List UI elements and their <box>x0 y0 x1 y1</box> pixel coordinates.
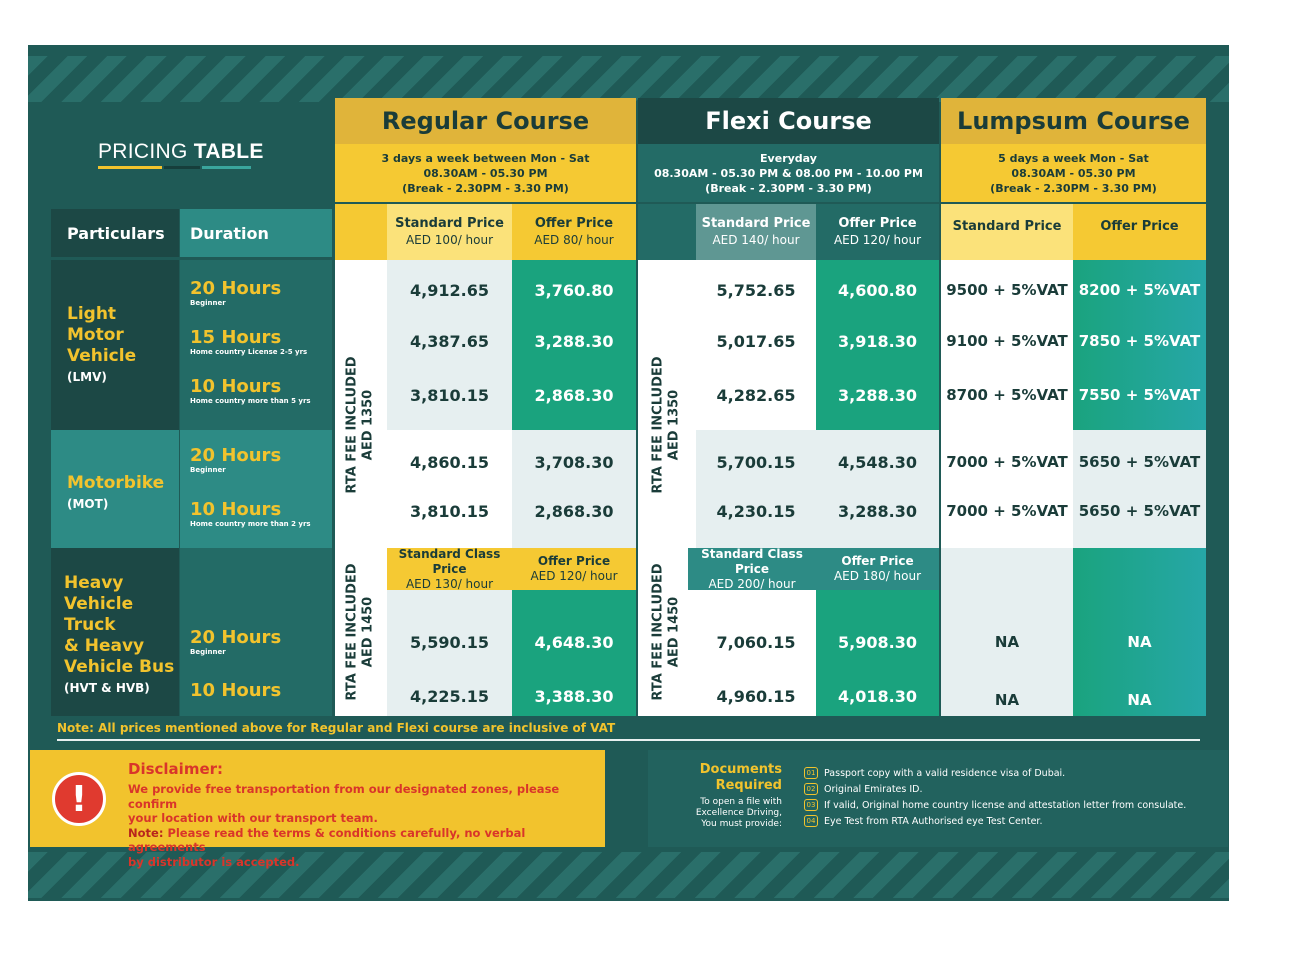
mot-category <box>67 473 164 515</box>
rta-line1: RTA FEE INCLUDED <box>345 563 361 701</box>
price-cell: 5,017.65 <box>716 331 796 351</box>
regular-hv-std-header <box>387 548 512 590</box>
title-underline-teal <box>202 166 251 169</box>
price-cell: 7000 + 5%VAT <box>946 453 1068 471</box>
price-cell: 5,752.65 <box>716 280 796 300</box>
lmv-line3: Vehicle <box>67 346 137 366</box>
rta-line1: RTA FEE INCLUDED <box>651 356 667 494</box>
lmv-code: (LMV) <box>67 370 107 384</box>
documents-sub3: You must provide: <box>701 819 782 829</box>
mot-code: (MOT) <box>67 497 109 511</box>
title-underline-yellow <box>98 166 162 169</box>
hv-line1: Heavy <box>64 573 124 593</box>
lmv-duration-2 <box>190 328 307 357</box>
rta-line1: RTA FEE INCLUDED <box>345 356 361 494</box>
rta-amount: AED 1450 <box>361 596 377 668</box>
disclaimer-note-label: Note: <box>128 825 164 840</box>
price-cell: 7550 + 5%VAT <box>1078 386 1201 404</box>
lumpsum-course-header: Lumpsum Course <box>941 98 1206 144</box>
price-cell: 5,590.15 <box>410 632 489 652</box>
documents-sub1: To open a file with <box>700 797 782 807</box>
flexi-hv-offer-header <box>816 548 939 590</box>
hv-line5: Vehicle Bus <box>64 657 175 677</box>
flexi-hv-offer-rate: AED 180/ hour <box>833 569 922 583</box>
price-cell: 7000 + 5%VAT <box>946 502 1068 520</box>
lumpsum-schedule-line2: 08.30AM - 05.30 PM <box>1011 166 1136 180</box>
note-divider <box>57 739 1200 741</box>
check-icon: 04 <box>804 815 818 827</box>
flexi-std-label: Standard Price <box>701 216 811 231</box>
price-cell: 8200 + 5%VAT <box>1078 281 1201 299</box>
price-cell: 4,648.30 <box>534 632 614 652</box>
flexi-std-rate: AED 140/ hour <box>712 233 800 247</box>
documents-list <box>804 765 1186 829</box>
document-text: If valid, Original home country license and attestation letter from consulate. <box>824 799 1187 811</box>
vat-note: Note: All prices mentioned above for Regular and Flexi course are inclusive of VAT <box>57 721 616 735</box>
price-cell: 4,387.65 <box>410 331 489 351</box>
warning-icon: ! <box>52 772 106 826</box>
rta-amount: AED 1450 <box>667 596 683 668</box>
document-text: Eye Test from RTA Authorised eye Test Center. <box>824 815 1043 827</box>
regular-hv-std-rate: AED 130/ hour <box>405 576 494 591</box>
price-cell: 3,918.30 <box>838 331 917 351</box>
duration-sub: Home country more than 5 yrs <box>190 397 311 405</box>
regular-rta-label-1350 <box>335 340 387 510</box>
flexi-rta-label-1350 <box>638 340 696 510</box>
regular-offer-label: Offer Price <box>534 216 614 231</box>
price-cell: 3,388.30 <box>534 686 614 706</box>
price-cell: 4,912.65 <box>410 280 489 300</box>
price-cell: 5650 + 5%VAT <box>1078 453 1201 471</box>
document-item <box>804 765 1186 781</box>
documents-title1: Documents <box>699 762 782 777</box>
price-cell: 2,868.30 <box>534 501 614 521</box>
duration-sub: Beginner <box>190 299 226 307</box>
document-item <box>804 797 1186 813</box>
duration-sub: Beginner <box>190 648 226 656</box>
disclaimer-line3: Please read the terms & conditions carefully, no verbal agreements <box>128 825 526 854</box>
price-cell: 4,860.15 <box>410 452 489 472</box>
hv-category <box>64 573 174 699</box>
price-cell: 4,230.15 <box>716 501 796 521</box>
price-cell: 9500 + 5%VAT <box>946 281 1068 299</box>
regular-schedule-line2: 08.30AM - 05.30 PM <box>423 166 548 180</box>
regular-hv-offer-header <box>512 548 636 590</box>
flexi-schedule-line1: Everyday <box>760 151 817 165</box>
top-stripe-band <box>28 56 1229 102</box>
price-cell: 4,225.15 <box>410 686 489 706</box>
mot-line1: Motorbike <box>67 473 165 493</box>
regular-standard-price-header <box>387 204 512 260</box>
duration-hours: 10 Hours <box>190 376 282 397</box>
flexi-course-header: Flexi Course <box>638 98 939 144</box>
page-title <box>98 140 264 164</box>
regular-header-spacer <box>335 204 387 260</box>
price-cell: 7,060.15 <box>716 632 796 652</box>
lmv-line2: Motor <box>67 325 124 345</box>
title-light: PRICING <box>98 140 188 163</box>
disclaimer-line4: by distributor is accepted. <box>128 854 300 869</box>
price-cell: 4,600.80 <box>838 280 917 300</box>
flexi-offer-label: Offer Price <box>838 216 917 231</box>
price-cell: 2,868.30 <box>534 385 614 405</box>
disclaimer-box <box>30 750 605 869</box>
regular-offer-price-header <box>512 204 636 260</box>
check-icon: 02 <box>804 783 818 795</box>
flexi-hv-offer-label: Offer Price <box>841 554 914 568</box>
price-cell: 5650 + 5%VAT <box>1078 502 1201 520</box>
lmv-line1: Light <box>67 304 117 324</box>
price-cell: 4,960.15 <box>716 686 796 706</box>
flexi-schedule-line3: (Break - 2.30PM - 3.30 PM) <box>705 181 872 195</box>
regular-schedule-line1: 3 days a week between Mon - Sat <box>381 151 590 165</box>
disclaimer-title: Disclaimer: <box>128 760 224 778</box>
price-cell: NA <box>994 633 1020 651</box>
hv-line2: Vehicle <box>64 594 134 614</box>
regular-offer-rate: AED 80/ hour <box>534 233 614 247</box>
price-cell: 3,708.30 <box>534 452 614 472</box>
check-icon: 01 <box>804 767 818 779</box>
price-cell: 3,760.80 <box>534 280 614 300</box>
regular-hv-offer-label: Offer Price <box>537 554 611 568</box>
regular-schedule <box>335 144 636 202</box>
flexi-standard-price-header <box>696 204 816 260</box>
rta-amount: AED 1350 <box>667 389 683 461</box>
disclaimer-line2: your location with our transport team. <box>128 811 378 825</box>
lumpsum-schedule <box>941 144 1206 202</box>
lmv-category <box>67 304 136 388</box>
price-cell: 7850 + 5%VAT <box>1078 332 1201 350</box>
price-cell: 9100 + 5%VAT <box>946 332 1068 350</box>
regular-rta-label-1450 <box>335 548 387 716</box>
rta-line1: RTA FEE INCLUDED <box>651 563 667 701</box>
hv-line3: Truck <box>64 615 116 635</box>
regular-schedule-line3: (Break - 2.30PM - 3.30 PM) <box>402 181 569 195</box>
duration-sub: Home country more than 2 yrs <box>190 520 311 528</box>
price-cell: NA <box>1127 633 1152 651</box>
price-cell: NA <box>994 691 1020 709</box>
disclaimer-text <box>128 782 605 869</box>
flexi-hv-std-label: Standard Class Price <box>701 546 803 576</box>
duration-header: Duration <box>180 209 332 257</box>
lumpsum-schedule-line1: 5 days a week Mon - Sat <box>998 151 1149 165</box>
regular-hv-offer-rate: AED 120/ hour <box>530 569 618 583</box>
duration-sub: Home country License 2-5 yrs <box>190 348 308 356</box>
regular-hv-std-label: Standard Class Price <box>398 546 501 576</box>
flexi-hv-std-header <box>688 548 816 590</box>
document-text: Passport copy with a valid residence visa of Dubai. <box>824 767 1066 779</box>
title-bold: TABLE <box>193 140 264 163</box>
flexi-rta-label-1450 <box>638 548 696 716</box>
regular-course-header: Regular Course <box>335 98 636 144</box>
flexi-schedule <box>638 144 939 202</box>
price-cell: 4,018.30 <box>838 686 917 706</box>
duration-hours: 20 Hours <box>190 627 282 648</box>
regular-std-label: Standard Price <box>395 216 504 231</box>
hv-duration-1 <box>190 628 281 657</box>
duration-sub: Beginner <box>190 466 226 474</box>
document-item <box>804 813 1186 829</box>
hv-line4: & Heavy <box>64 636 145 656</box>
hv-duration-2 <box>190 681 281 701</box>
price-cell: 3,810.15 <box>410 501 489 521</box>
duration-hours: 20 Hours <box>190 445 282 466</box>
lmv-duration-1 <box>190 279 281 308</box>
document-item <box>804 781 1186 797</box>
particulars-header: Particulars <box>51 209 179 257</box>
price-cell: NA <box>1127 691 1152 709</box>
flexi-schedule-line2: 08.30AM - 05.30 PM & 08.00 PM - 10.00 PM <box>654 166 923 180</box>
lumpsum-schedule-line3: (Break - 2.30PM - 3.30 PM) <box>990 181 1157 195</box>
lumpsum-standard-price-header: Standard Price <box>941 204 1073 260</box>
price-cell: 3,288.30 <box>838 501 917 521</box>
price-cell: 5,908.30 <box>838 632 917 652</box>
documents-sub2: Excellence Driving, <box>695 808 782 818</box>
duration-hours: 20 Hours <box>190 278 282 299</box>
documents-box <box>648 750 1228 847</box>
regular-std-rate: AED 100/ hour <box>405 233 494 247</box>
flexi-offer-rate: AED 120/ hour <box>833 233 922 247</box>
price-cell: 5,700.15 <box>716 452 796 472</box>
price-cell: 3,810.15 <box>410 385 489 405</box>
hv-code: (HVT & HVB) <box>64 681 150 695</box>
price-cell: 8700 + 5%VAT <box>946 386 1068 404</box>
flexi-offer-price-header <box>816 204 939 260</box>
documents-title2: Required <box>715 778 782 793</box>
title-underline-dark <box>164 166 200 169</box>
lumpsum-offer-price-header: Offer Price <box>1073 204 1206 260</box>
price-cell: 3,288.30 <box>534 331 614 351</box>
flexi-hv-std-rate: AED 200/ hour <box>708 576 796 591</box>
check-icon: 03 <box>804 799 818 811</box>
duration-hours: 10 Hours <box>190 680 282 701</box>
document-text: Original Emirates ID. <box>824 783 923 795</box>
duration-hours: 15 Hours <box>190 327 282 348</box>
mot-duration-1 <box>190 446 281 475</box>
mot-duration-2 <box>190 500 311 529</box>
flexi-header-spacer <box>638 204 696 260</box>
price-cell: 4,282.65 <box>716 385 796 405</box>
duration-hours: 10 Hours <box>190 499 282 520</box>
documents-heading <box>670 762 782 830</box>
price-cell: 3,288.30 <box>838 385 917 405</box>
disclaimer-line1: We provide free transportation from our designated zones, please confirm <box>128 782 560 811</box>
rta-amount: AED 1350 <box>361 389 377 461</box>
price-cell: 4,548.30 <box>838 452 917 472</box>
lmv-duration-3 <box>190 377 311 406</box>
